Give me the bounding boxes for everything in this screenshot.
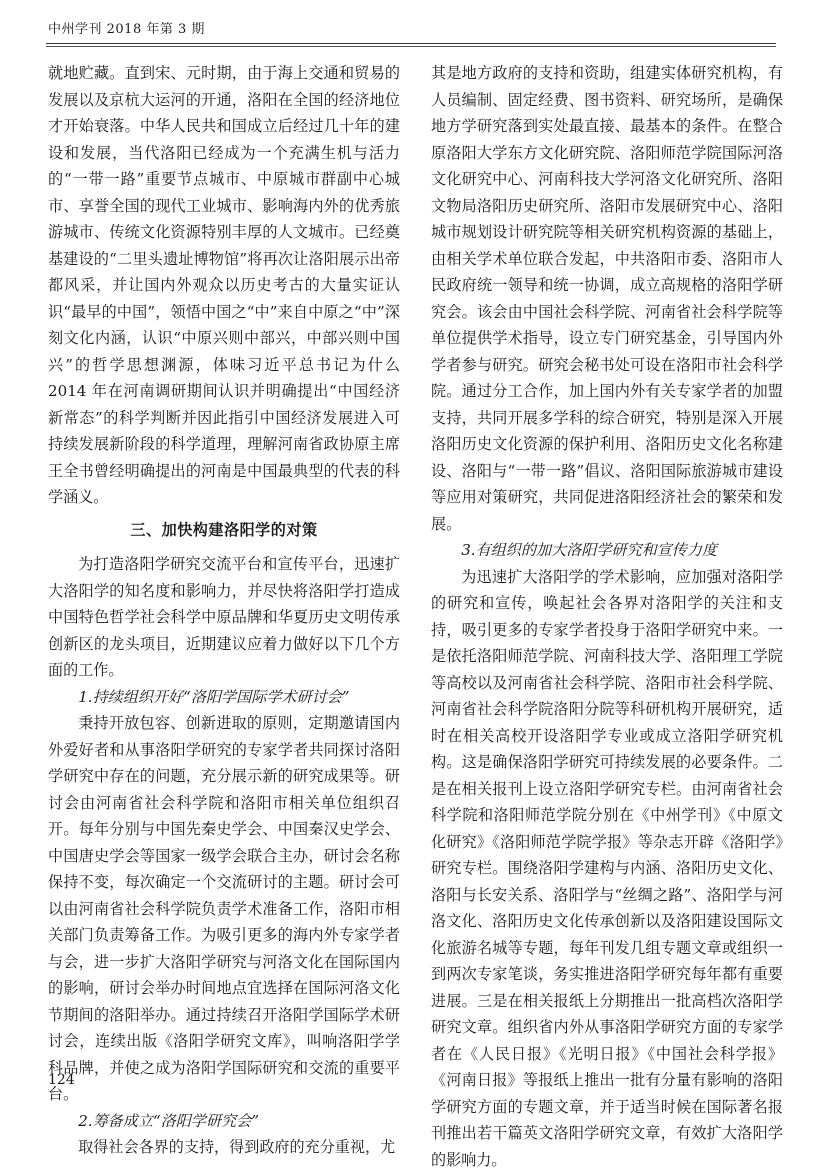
sub-heading: 3.有组织的加大洛阳学研究和宣传力度 [431,537,783,564]
paragraph: 就地贮藏。直到宋、元时期，由于海上交通和贸易的发展以及京杭大运河的开通，洛阳在全国的经济地位才开始衰落。中华人民共和国成立后经过几十年的建设和发展，当代洛阳已经成为一个充满生机与活力的“一带一路”重要节点城市、中原城市群副中心城市、享誉全国的现代工业城市、影响海内外的优秀旅游城市、传统文化资源特别丰厚的人文城市。已经奠基建设的“二里头遗址博物馆”将再次让洛阳展示出帝都风采，并让国内外观众以历史考古的大量实证认识“最早的中国”，领悟中国之“中”来自中原之“中”深刻文化内涵，认识“中原兴则中部兴，中部兴则中国兴”的哲学思想渊源，体味习近平总书记为什么 2014 年在河南调研期间认识并明确提出“中国经济新常态”的科学判断并因此指引中国经济发展进入可持续发展新阶段的科学道理，理解河南省政协原主席王全书曾经明确提出的河南是中国最典型的代表的科学涵义。 [48,60,400,511]
page-number: 124 [48,1072,75,1088]
left-column [48,60,400,1070]
paragraph: 为打造洛阳学研究交流平台和宣传平台，迅速扩大洛阳学的知名度和影响力，并尽快将洛阳学打造成中国特色哲学社会科学中原品牌和华夏历史文明传承创新区的龙头项目，近期建议应着力做好以下几个方面的工作。 [48,551,400,684]
header-rule [46,43,776,44]
right-column [431,60,783,1070]
section-heading: 三、加快构建洛阳学的对策 [48,517,400,544]
running-header: 中州学刊 2018 年第 3 期 [48,18,205,37]
paragraph: 其是地方政府的支持和资助，组建实体研究机构，有人员编制、固定经费、图书资料、研究场所，是确保地方学研究落到实处最直接、最基本的条件。在整合原洛阳大学东方文化研究院、洛阳师范学院国际河洛文化研究中心、河南科技大学河洛文化研究所、洛阳文物局洛阳历史研究所、洛阳市发展研究中心、洛阳城市规划设计研究院等相关研究机构资源的基础上，由相关学术单位联合发起，中共洛阳市委、洛阳市人民政府统一领导和统一协调，成立高规格的洛阳学研究会。该会由中国社会科学院、河南省社会科学院等单位提供学术指导，设立专门研究基金，引导国内外学者参与研究。研究会秘书处可设在洛阳市社会科学院。通过分工合作，加上国内外有关专家学者的加盟支持，共同开展多学科的综合研究，特别是深入开展洛阳历史文化资源的保护利用、洛阳历史文化名称建设、洛阳与“一带一路”倡议、洛阳国际旅游城市建设等应用对策研究，共同促进洛阳经济社会的繁荣和发展。 [431,60,783,537]
sub-heading: 1.持续组织开好“洛阳学国际学术研讨会” [48,684,400,711]
paragraph: 秉持开放包容、创新进取的原则，定期邀请国内外爱好者和从事洛阳学研究的专家学者共同探讨洛阳学研究中存在的问题，充分展示新的研究成果等。研讨会由河南省社会科学院和洛阳市相关单位组织召开。每年分别与中国先秦史学会、中国秦汉史学会、中国唐史学会等国家一级学会联合主办，研讨会名称保持不变，每次确定一个交流研讨的主题。研讨会可以由河南省社会科学院负责学术准备工作，洛阳市相关部门负责筹备工作。为吸引更多的海内外专家学者与会，进一步扩大洛阳学研究与河洛文化在国际国内的影响，研讨会举办时间地点宜选择在国际河洛文化节期间的洛阳举办。通过持续召开洛阳学国际学术研讨会，连续出版《洛阳学研究文库》，叫响洛阳学学科品牌，并使之成为洛阳学国际研究和交流的重要平台。 [48,710,400,1108]
header-rule-thin [46,46,776,47]
paragraph: 取得社会各界的支持，得到政府的充分重视，尤 [48,1134,400,1161]
paragraph: 为迅速扩大洛阳学的学术影响，应加强对洛阳学的研究和宣传，唤起社会各界对洛阳学的关注和支持，吸引更多的专家学者投身于洛阳学研究中来。一是依托洛阳师范学院、河南科技大学、洛阳理工学院等高校以及河南省社会科学院、洛阳市社会科学院、河南省社会科学院洛阳分院等科研机构开展研究，适时在相关高校开设洛阳学专业或成立洛阳学研究机构。这是确保洛阳学研究可持续发展的必要条件。二是在相关报刊上设立洛阳学研究专栏。由河南省社会科学院和洛阳师范学院分别在《中州学刊》《中原文化研究》《洛阳师范学院学报》等杂志开辟《洛阳学》研究专栏。围绕洛阳学建构与内涵、洛阳历史文化、洛阳与长安关系、洛阳学与“丝绸之路”、洛阳学与河洛文化、洛阳历史文化传承创新以及洛阳建设国际文化旅游名城等专题，每年刊发几组专题文章或组织一到两次专家笔谈，务实推进洛阳学研究每年都有重要进展。三是在相关报纸上分期推出一批高档次洛阳学研究文章。组织省内外从事洛阳学研究方面的专家学者在《人民日报》《光明日报》《中国社会科学报》《河南日报》等报纸上推出一批有分量有影响的洛阳学研究方面的专题文章，并于适当时候在国际著名报刊推出若干篇英文洛阳学研究文章，有效扩大洛阳学的影响力。 [431,564,783,1173]
sub-heading: 2.筹备成立“洛阳学研究会” [48,1108,400,1135]
